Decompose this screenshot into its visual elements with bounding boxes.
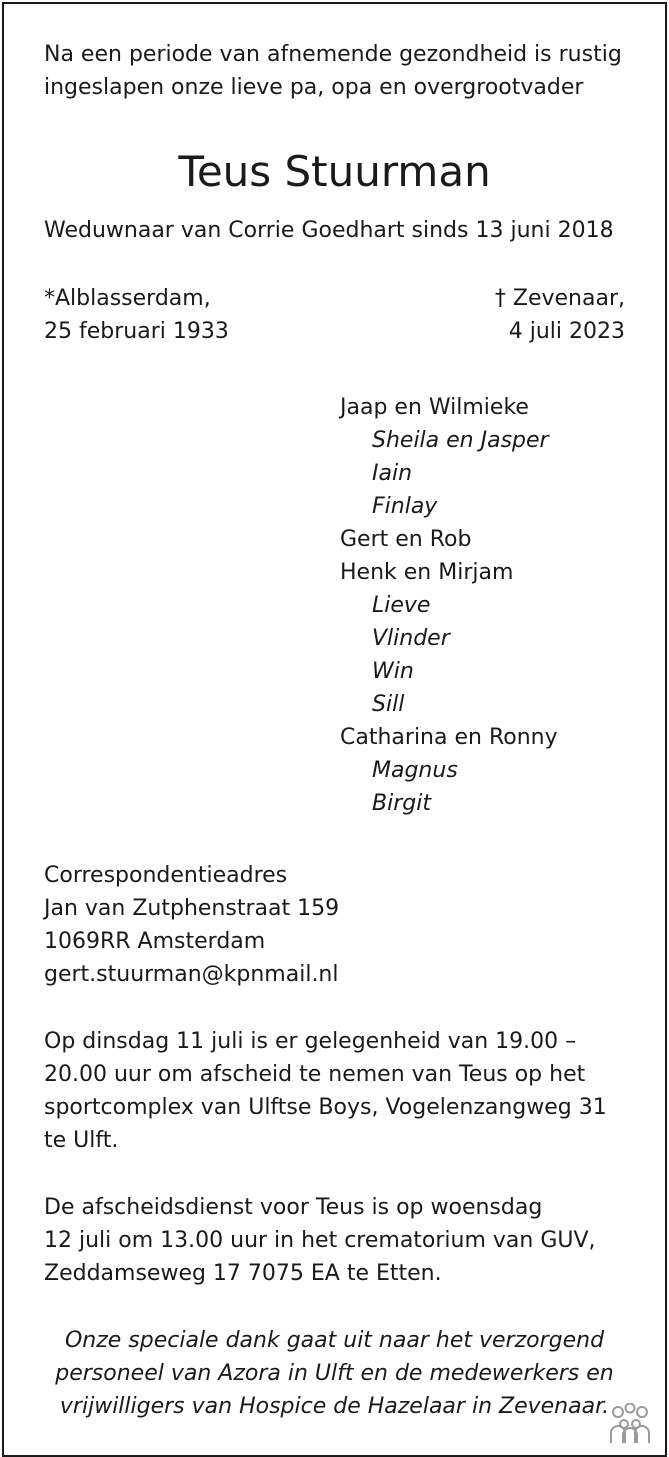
grandchild-name: Iain bbox=[372, 461, 413, 486]
grandchild-name: Lieve bbox=[372, 593, 431, 618]
address-street: Jan van Zutphenstraat 159 bbox=[44, 896, 340, 921]
visitation-line: te Ulft. bbox=[44, 1128, 119, 1153]
thanks-line: personeel van Azora in Ulft en de medewerkers en bbox=[55, 1361, 614, 1386]
family-figures-icon bbox=[605, 1403, 655, 1445]
obituary-card bbox=[2, 2, 667, 1457]
family-list bbox=[340, 391, 558, 820]
correspondence-address bbox=[44, 859, 625, 991]
address-heading: Correspondentieadres bbox=[44, 863, 288, 888]
intro-line: Na een periode van afnemende gezondheid is rustig bbox=[44, 42, 622, 67]
service-line: Zeddamseweg 17 7075 EA te Etten. bbox=[44, 1261, 442, 1286]
visitation-line: Op dinsdag 11 juli is er gelegenheid van 19.00 – bbox=[44, 1029, 577, 1054]
visitation-info bbox=[44, 1025, 625, 1157]
birth-place: *Alblasserdam, bbox=[44, 286, 211, 311]
grandchild-name: Magnus bbox=[372, 758, 458, 783]
grandchild-name: Birgit bbox=[372, 791, 431, 816]
grandchild-name: Vlinder bbox=[372, 626, 450, 651]
deceased-name: Teus Stuurman bbox=[178, 147, 491, 196]
birth-info bbox=[44, 282, 229, 348]
service-line: De afscheidsdienst voor Teus is op woensdag bbox=[44, 1195, 543, 1220]
grandchild-name: Win bbox=[372, 659, 414, 684]
visitation-line: 20.00 uur om afscheid te nemen van Teus op het bbox=[44, 1062, 586, 1087]
birth-date: 25 februari 1933 bbox=[44, 319, 229, 344]
address-email: gert.stuurman@kpnmail.nl bbox=[44, 962, 339, 987]
intro-line: ingeslapen onze lieve pa, opa en overgrootvader bbox=[44, 75, 584, 100]
thanks-line: vrijwilligers van Hospice de Hazelaar in Zevenaar. bbox=[59, 1394, 610, 1419]
visitation-line: sportcomplex van Ulftse Boys, Vogelenzangweg 31 bbox=[44, 1095, 607, 1120]
death-place: † Zevenaar, bbox=[494, 286, 625, 311]
family-member: Gert en Rob bbox=[340, 527, 472, 552]
family-member: Jaap en Wilmieke bbox=[340, 395, 529, 420]
intro-text bbox=[44, 38, 625, 104]
funeral-service-info bbox=[44, 1191, 625, 1290]
grandchild-name: Sill bbox=[372, 692, 405, 717]
grandchild-name: Finlay bbox=[372, 494, 438, 519]
address-city: 1069RR Amsterdam bbox=[44, 929, 266, 954]
death-info bbox=[495, 282, 625, 348]
widower-line: Weduwnaar van Corrie Goedhart sinds 13 juni 2018 bbox=[44, 218, 614, 243]
family-member: Henk en Mirjam bbox=[340, 560, 514, 585]
thanks-message bbox=[34, 1324, 635, 1423]
family-member: Catharina en Ronny bbox=[340, 725, 558, 750]
grandchild-name: Sheila en Jasper bbox=[372, 428, 549, 453]
death-date: 4 juli 2023 bbox=[508, 319, 625, 344]
thanks-line: Onze speciale dank gaat uit naar het verzorgend bbox=[64, 1328, 605, 1353]
service-line: 12 juli om 13.00 uur in het crematorium van GUV, bbox=[44, 1228, 596, 1253]
